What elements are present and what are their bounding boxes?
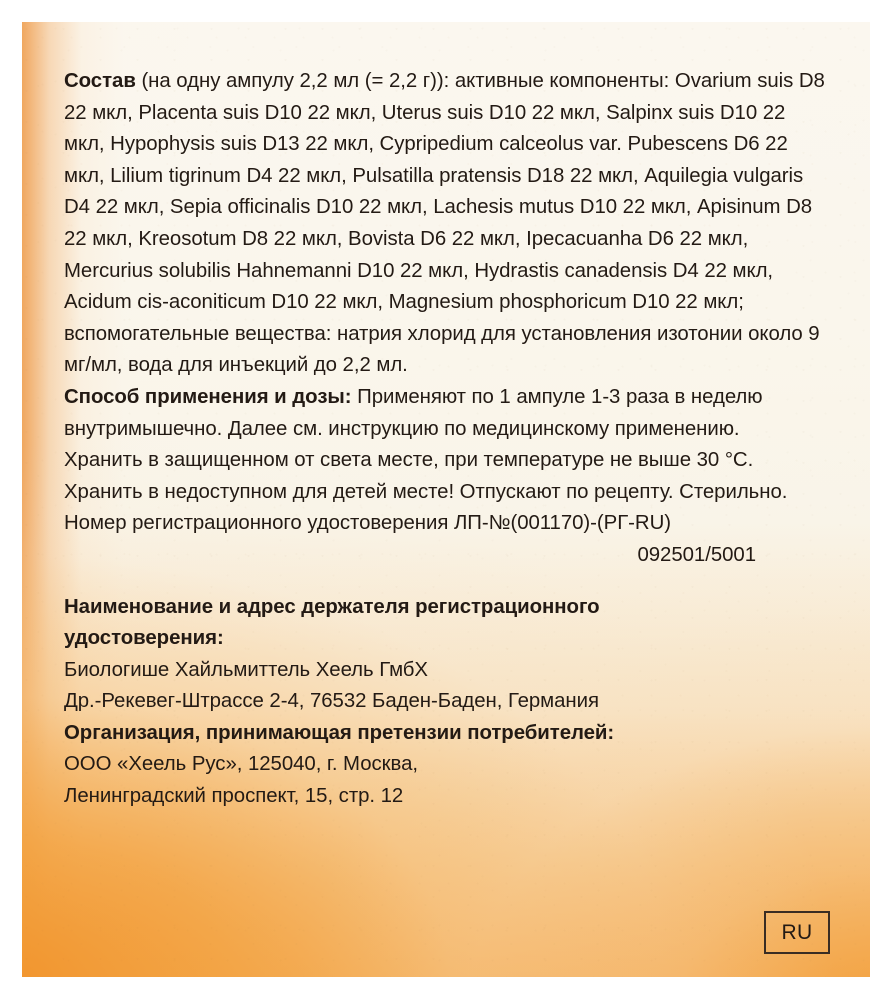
country-code-mark <box>764 911 830 954</box>
country-code-label: RU <box>781 921 813 944</box>
composition-paragraph <box>64 66 830 382</box>
claims-organization-line-2: Ленинградский проспект, 15, стр. 12 <box>64 785 404 808</box>
composition-heading: Состав <box>64 70 136 92</box>
dosage-heading: Способ применения и дозы: <box>64 385 352 408</box>
label-content <box>22 22 870 813</box>
claims-organization-heading: Организация, принимающая претензии потребителей: <box>64 721 615 744</box>
holder-heading-line-2: удостоверения: <box>64 627 224 650</box>
batch-code: 092501/5001 <box>637 543 756 566</box>
composition-body: (на одну ампулу 2,2 мл (= 2,2 г)): активные компоненты: Ovarium suis D8 22 мкл, Placenta suis D10 22 мкл, Uterus suis D10 22 мкл, Salpinx suis D10 22 мкл, Hypophysis suis D13 22 мкл, Cypripedium calceolus var. Pubescens D6 22 мкл, Lilium tigrinum D4 22 мкл, Pulsatilla pratensis D18 22 мкл, Aquilegia vulgaris D4 22 мкл, Sepia officinalis D10 22 мкл, Lachesis mutus D10 22 мкл, Apisinum D8 22 мкл, Kreosotum D8 22 мкл, Bovista D6 22 мкл, Ipecacuanha D6 22 мкл, Mercurius solubilis Hahnemanni D10 22 мкл, Hydrastis canadensis D4 22 мкл, Acidum cis-aconiticum D10 22 мкл, Magnesium phosphoricum D10 22 мкл; вспомогательные вещества: натрия хлорид для установления изотонии около 9 мг/мл, вода для инъекций до 2,2 мл. <box>64 70 825 377</box>
dosage-paragraph <box>64 382 830 445</box>
holder-address: Др.-Рекевег-Штрассе 2-4, 76532 Баден-Баден, Германия <box>64 690 599 713</box>
product-label-panel <box>22 22 870 977</box>
dosage-body: Применяют по 1 ампуле 1-3 раза в неделю внутримышечно. Далее см. инструкцию по медицинскому применению. <box>64 385 763 440</box>
section-spacer <box>64 572 830 592</box>
storage-line-light: Хранить в защищенном от света месте, при температуре не выше 30 °C. <box>64 449 754 472</box>
holder-company-name: Биологише Хайльмиттель Хеель ГмбХ <box>64 658 428 681</box>
storage-line-children: Хранить в недоступном для детей месте! Отпускают по рецепту. Стерильно. <box>64 480 788 503</box>
claims-organization-line-1: ООО «Хеель Рус», 125040, г. Москва, <box>64 753 418 776</box>
holder-heading-line-1: Наименование и адрес держателя регистрационного <box>64 595 600 618</box>
registration-number-line: Номер регистрационного удостоверения ЛП-№(001170)-(РГ-RU) <box>64 512 672 535</box>
